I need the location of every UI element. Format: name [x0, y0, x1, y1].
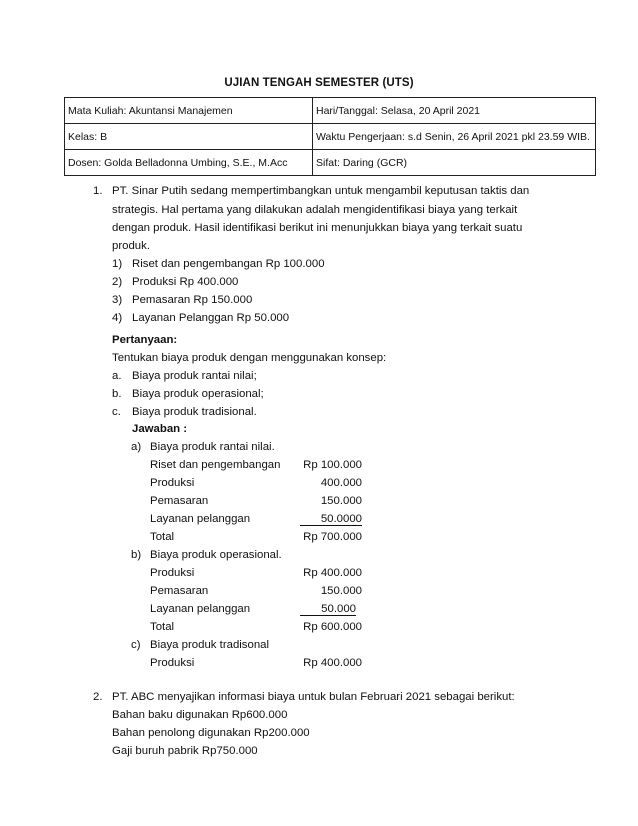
- answer-title: Biaya produk operasional.: [150, 549, 282, 561]
- total-value: Rp 700.000: [303, 531, 362, 543]
- option-letter: a.: [112, 370, 122, 382]
- answer-label: Jawaban :: [132, 423, 188, 435]
- option-letter: c.: [112, 406, 121, 418]
- cost-value: 50.0000: [320, 513, 362, 525]
- cost-item-number: 1): [112, 258, 123, 270]
- cost-name: Layanan pelanggan: [150, 603, 251, 615]
- option-text: Biaya produk rantai nilai;: [132, 370, 257, 382]
- total-name: Total: [150, 531, 175, 543]
- question-label: Pertanyaan:: [112, 334, 178, 346]
- mode-cell: Sifat: Daring (GCR): [313, 150, 596, 176]
- sum-underline: [300, 615, 356, 616]
- class-cell: Kelas: B: [65, 124, 313, 150]
- answer-letter: b): [131, 549, 142, 561]
- course-cell: Mata Kuliah: Akuntansi Manajemen: [65, 98, 313, 124]
- q2-cost-item: Bahan baku digunakan Rp600.000: [112, 709, 288, 721]
- cost-item-number: 4): [112, 312, 123, 324]
- q2-cost-item: Gaji buruh pabrik Rp750.000: [112, 745, 258, 757]
- cost-item: Layanan Pelanggan Rp 50.000: [132, 312, 290, 324]
- cost-name: Produksi: [150, 477, 195, 489]
- sum-underline: [300, 525, 362, 526]
- question-text: Tentukan biaya produk dengan menggunakan konsep:: [112, 352, 387, 364]
- cost-name: Layanan pelanggan: [150, 513, 251, 525]
- question-1-line: PT. Sinar Putih sedang mempertimbangkan untuk mengambil keputusan taktis dan: [112, 185, 530, 197]
- cost-value: Rp 400.000: [303, 567, 362, 579]
- cost-value: Rp 400.000: [303, 657, 362, 669]
- question-1-line: strategis. Hal pertama yang dilakukan adalah mengidentifikasi biaya yang terkait: [112, 204, 518, 216]
- cost-item: Produksi Rp 400.000: [132, 276, 239, 288]
- cost-item: Pemasaran Rp 150.000: [132, 294, 253, 306]
- q2-cost-item: Bahan penolong digunakan Rp200.000: [112, 727, 310, 739]
- question-1-number: 1.: [93, 185, 103, 197]
- total-value: Rp 600.000: [303, 621, 362, 633]
- cost-name: Produksi: [150, 657, 195, 669]
- question-2-line: PT. ABC menyajikan informasi biaya untuk bulan Februari 2021 sebagai berikut:: [112, 691, 515, 703]
- cost-value: 50.000: [321, 603, 356, 615]
- option-letter: b.: [112, 388, 122, 400]
- cost-name: Produksi: [150, 567, 195, 579]
- table-row: [65, 98, 596, 124]
- cost-name: Pemasaran: [150, 585, 209, 597]
- answer-letter: c): [131, 639, 141, 651]
- cost-item-number: 2): [112, 276, 123, 288]
- date-cell: Hari/Tanggal: Selasa, 20 April 2021: [313, 98, 596, 124]
- cost-value: 400.000: [320, 477, 362, 489]
- cost-value: Rp 100.000: [303, 459, 362, 471]
- question-2-number: 2.: [93, 691, 103, 703]
- question-1-line: produk.: [112, 240, 150, 252]
- option-text: Biaya produk tradisional.: [132, 406, 257, 418]
- answer-title: Biaya produk rantai nilai.: [150, 441, 275, 453]
- table-row: [65, 124, 596, 150]
- total-name: Total: [150, 621, 175, 633]
- answer-letter: a): [131, 441, 142, 453]
- exam-info-table: [64, 97, 596, 176]
- cost-item-number: 3): [112, 294, 123, 306]
- cost-value: 150.000: [320, 495, 362, 507]
- deadline-cell: Waktu Pengerjaan: s.d Senin, 26 April 2021 pkl 23.59 WIB.: [313, 124, 596, 150]
- cost-value: 150.000: [320, 585, 362, 597]
- page-title: UJIAN TENGAH SEMESTER (UTS): [224, 77, 414, 89]
- cost-item: Riset dan pengembangan Rp 100.000: [132, 258, 325, 270]
- cost-name: Pemasaran: [150, 495, 209, 507]
- answer-title: Biaya produk tradisonal: [150, 639, 270, 651]
- cost-name: Riset dan pengembangan: [150, 459, 281, 471]
- question-1-line: dengan produk. Hasil identifikasi berikut ini menunjukkan biaya yang terkait suatu: [112, 222, 523, 234]
- table-row: [65, 150, 596, 176]
- option-text: Biaya produk operasional;: [132, 388, 264, 400]
- lecturer-cell: Dosen: Golda Belladonna Umbing, S.E., M.Acc: [65, 150, 313, 176]
